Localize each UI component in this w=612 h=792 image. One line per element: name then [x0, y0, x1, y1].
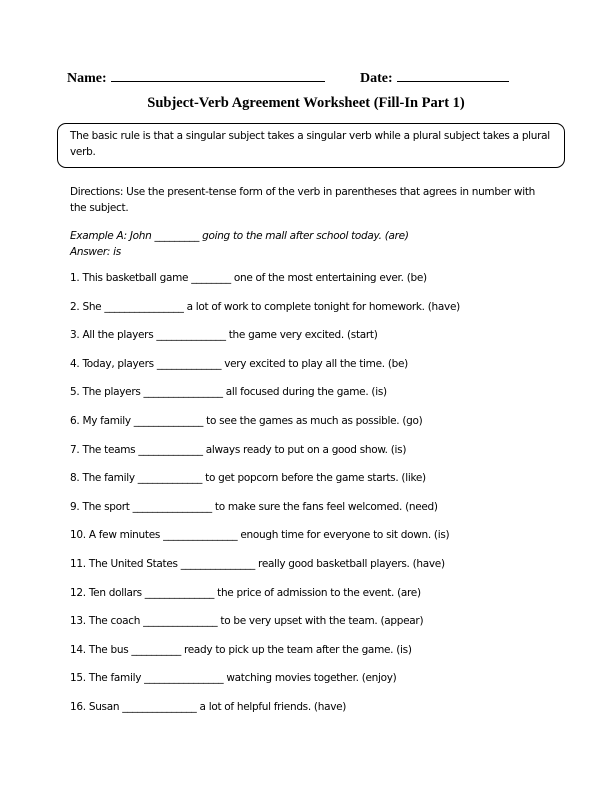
question-line: 10. A few minutes _______________ enough time for everyone to sit down. (is): [70, 529, 450, 542]
example-block: [70, 228, 550, 260]
rule-text: The basic rule is that a singular subject takes a singular verb while a plural subject takes a plural verb.: [70, 130, 550, 158]
question-line: 1. This basketball game ________ one of the most entertaining ever. (be): [70, 272, 427, 284]
page-title: Subject-Verb Agreement Worksheet (Fill-In Part 1): [147, 95, 465, 111]
questions-list: [70, 272, 570, 730]
date-blank-line: [397, 69, 509, 82]
question-line: 14. The bus __________ ready to pick up the team after the game. (is): [70, 643, 412, 656]
question-line: 7. The teams _____________ always ready to put on a good show. (is): [70, 443, 407, 456]
date-field-row: [360, 69, 509, 87]
question-line: 2. She ________________ a lot of work to complete tonight for homework. (have): [70, 300, 460, 313]
header-row: [0, 69, 612, 87]
name-field-row: [67, 69, 325, 87]
example-line: Example A: John _________ going to the mall after school today. (are): [70, 230, 409, 242]
question-line: 4. Today, players _____________ very excited to play all the time. (be): [70, 357, 408, 370]
question-line: 5. The players ________________ all focused during the game. (is): [70, 386, 387, 399]
question-line: 16. Susan _______________ a lot of helpful friends. (have): [70, 700, 347, 713]
directions-text: Directions: Use the present-tense form of the verb in parentheses that agrees in number with the subject.: [70, 186, 536, 214]
question-line: 6. My family ______________ to see the games as much as possible. (go): [70, 414, 423, 427]
rule-box: [57, 123, 565, 168]
question-line: 3. All the players ______________ the game very excited. (start): [70, 329, 378, 342]
question-line: 11. The United States _______________ really good basketball players. (have): [70, 557, 445, 570]
name-label: Name:: [67, 71, 107, 86]
question-line: 13. The coach _______________ to be very upset with the team. (appear): [70, 615, 424, 628]
question-line: 9. The sport ________________ to make sure the fans feel welcomed. (need): [70, 500, 438, 513]
name-blank-line: [111, 69, 325, 82]
date-label: Date:: [360, 71, 393, 86]
question-line: 12. Ten dollars ______________ the price of admission to the event. (are): [70, 586, 421, 599]
question-line: 8. The family _____________ to get popcorn before the game starts. (like): [70, 472, 426, 485]
question-line: 15. The family ________________ watching movies together. (enjoy): [70, 672, 397, 685]
answer-line: Answer: is: [70, 246, 121, 258]
